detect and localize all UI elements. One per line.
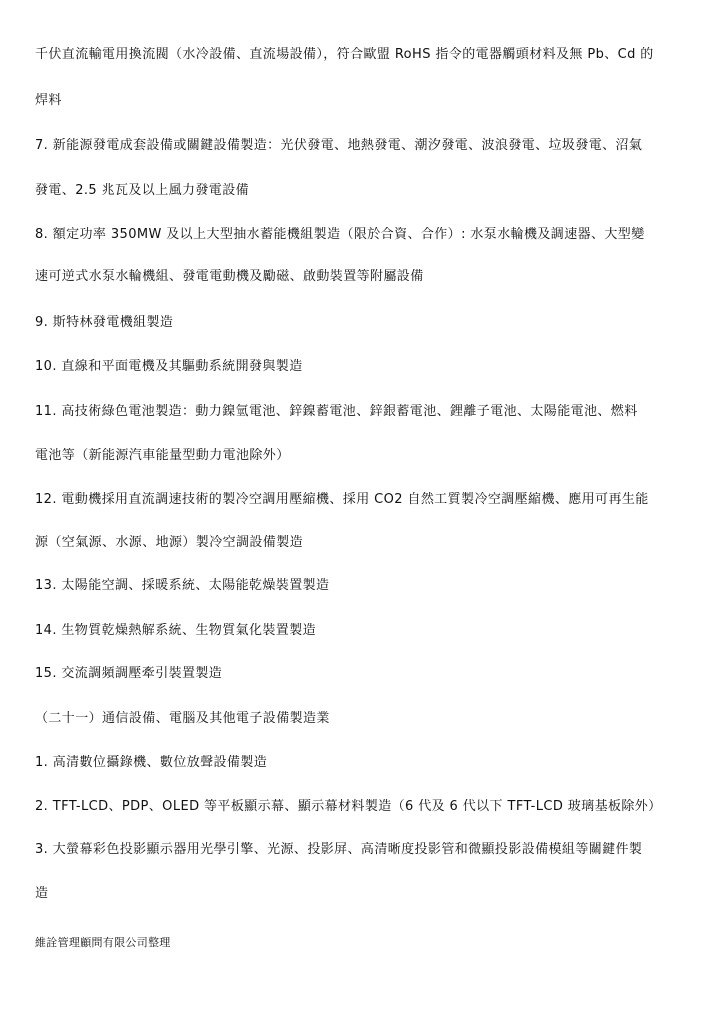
text-line: 15. 交流調頻調壓牽引裝置製造	[35, 666, 223, 681]
text-line: 7. 新能源發電成套設備或關鍵設備製造：光伏發電、地熱發電、潮汐發電、波浪發電、垃圾發電、沼氣	[35, 138, 643, 153]
text-line: 發電、2.5 兆瓦及以上風力發電設備	[35, 183, 250, 198]
text-line: 電池等（新能源汽車能量型動力電池除外）	[35, 448, 290, 463]
text-line: 14. 生物質乾燥熱解系統、生物質氣化裝置製造	[35, 623, 317, 638]
section-heading: （二十一）通信設備、電腦及其他電子設備製造業	[35, 711, 330, 726]
text-line: 1. 高清數位攝錄機、數位放聲設備製造	[35, 755, 268, 770]
text-line: 10. 直線和平面電機及其驅動系統開發與製造	[35, 359, 303, 374]
text-line: 12. 電動機採用直流調速技術的製冷空調用壓縮機、採用 CO2 自然工質製冷空調壓縮機、應用可再生能	[35, 492, 649, 507]
text-line: 13. 太陽能空調、採暖系統、太陽能乾燥裝置製造	[35, 578, 330, 593]
text-line: 3. 大螢幕彩色投影顯示器用光學引擎、光源、投影屏、高清晰度投影管和微顯投影設備模組等關鍵件製	[35, 842, 643, 857]
text-line: 8. 額定功率 350MW 及以上大型抽水蓄能機組製造（限於合資、合作）: 水泵水輪機及調速器、大型變	[35, 227, 645, 242]
text-line: 千伏直流輸電用換流閥（水冷設備、直流場設備），符合歐盟 RoHS 指令的電器觸頭材料及無 Pb、Cd 的	[35, 47, 654, 62]
text-line: 11. 高技術綠色電池製造：動力鎳氫電池、鋅鎳蓄電池、鋅銀蓄電池、鋰離子電池、太陽能電池、燃料	[35, 404, 638, 419]
text-line: 速可逆式水泵水輪機組、發電電動機及勵磁、啟動裝置等附屬設備	[35, 269, 424, 284]
text-line: 9. 斯特林發電機組製造	[35, 315, 174, 330]
text-line: 焊料	[35, 93, 62, 108]
text-line: 造	[35, 886, 49, 901]
text-line: 2. TFT-LCD、PDP、OLED 等平板顯示幕、顯示幕材料製造（6 代及 6 代以下 TFT-LCD 玻璃基板除外）	[35, 799, 662, 814]
page-footer: 維詮管理顧問有限公司整理	[35, 936, 171, 949]
text-line: 源（空氣源、水源、地源）製冷空調設備製造	[35, 535, 304, 550]
